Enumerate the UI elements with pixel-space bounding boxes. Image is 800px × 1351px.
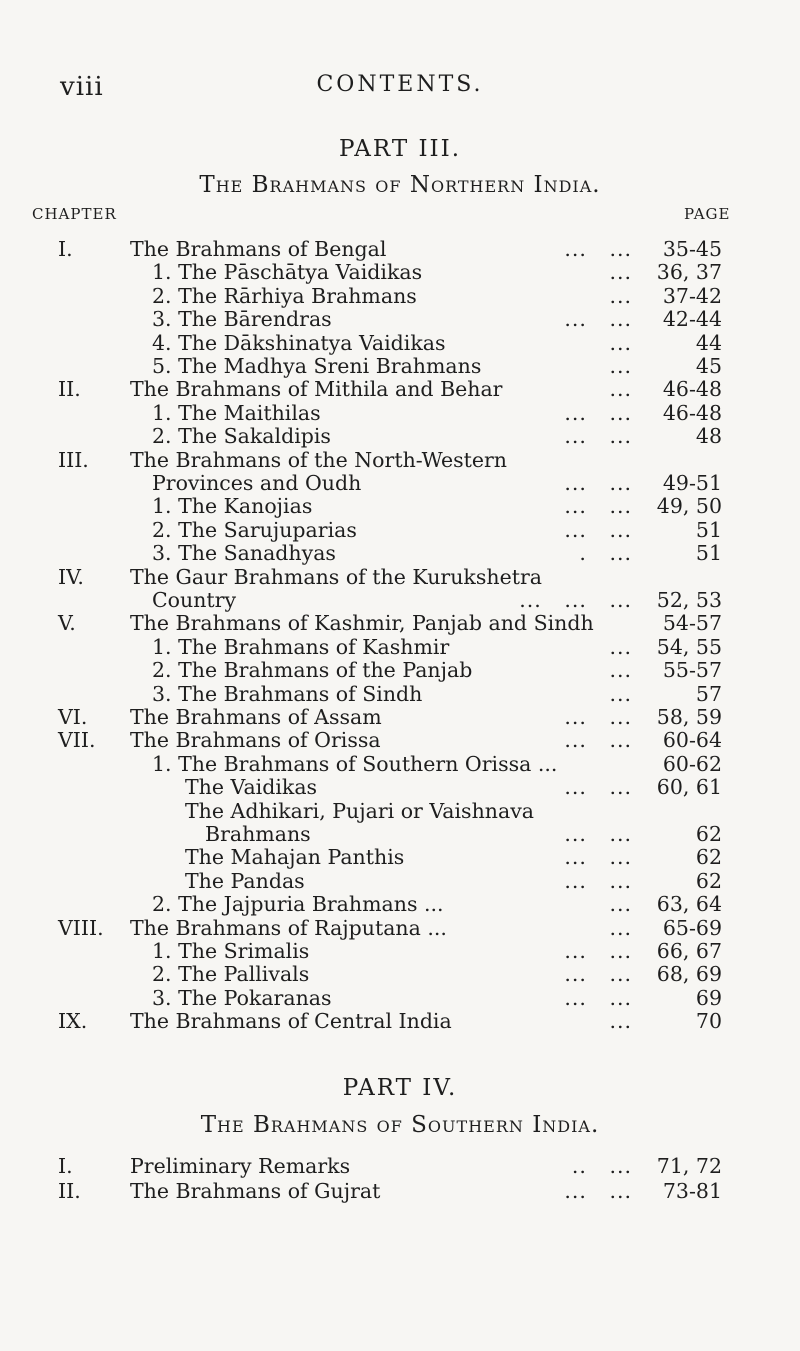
entry-title: 1. The Kanojias — [152, 494, 313, 519]
running-head: CONTENTS. — [316, 72, 484, 97]
toc-entry — [0, 775, 800, 800]
toc-entry — [0, 401, 800, 426]
part-iii-subtitle: The Brahmans of Northern India. — [199, 172, 601, 198]
page-ref: 68, 69 — [656, 962, 722, 987]
entry-title: Provinces and Oudh — [152, 471, 362, 495]
leader-dots: ... ... — [564, 471, 632, 495]
entry-title: 2. The Sakaldipis — [152, 424, 331, 449]
entry-title: The Brahmans of Central India — [130, 1009, 452, 1034]
entry-title: The Brahmans of Mithila and Behar — [130, 377, 503, 402]
entry-title: The Brahmans of Kashmir, Panjab and Sindh — [130, 611, 594, 636]
entry-title: 1. The Maithilas — [152, 400, 321, 425]
entry-title: Preliminary Remarks — [130, 1154, 351, 1178]
entry-title: 4. The Dākshinatya Vaidikas — [152, 330, 446, 355]
leader-dots: ... — [609, 1009, 632, 1034]
toc-entry — [0, 565, 800, 590]
page-ref: 51 — [695, 517, 722, 542]
leader-dots: ... — [609, 377, 632, 402]
leader-dots: ... ... — [564, 985, 632, 1010]
toc-entry — [0, 448, 800, 473]
page-ref: 54, 55 — [656, 634, 722, 659]
entry-title: The Brahmans of Bengal — [130, 237, 387, 261]
entry-title: Brahmans — [205, 822, 311, 846]
page-ref: 44 — [695, 330, 722, 355]
page-ref: 55-57 — [662, 658, 722, 683]
entry-title: 1. The Srimalis — [152, 939, 310, 963]
leader-dots: ... — [609, 634, 632, 659]
toc-entry — [0, 471, 800, 496]
page-ref: 36, 37 — [656, 260, 722, 285]
entry-title: 2. The Pallivals — [152, 962, 310, 987]
leader-dots: . ... — [579, 541, 632, 566]
entry-title: 5. The Madhya Sreni Brahmans — [152, 354, 482, 378]
entry-title: Country — [152, 588, 237, 612]
page-ref: 63, 64 — [656, 892, 722, 917]
leader-dots: ... — [609, 681, 632, 706]
leader-dots: .. ... — [571, 1154, 632, 1178]
page-ref: 71, 72 — [656, 1154, 722, 1178]
leader-dots: ... ... — [564, 1179, 632, 1203]
entry-title: 1. The Brahmans of Southern Orissa ... — [152, 751, 558, 776]
leader-dots: ... ... — [564, 517, 632, 542]
toc-entry — [0, 611, 800, 636]
toc-entry — [0, 424, 800, 449]
leader-dots: ... ... — [564, 845, 632, 870]
entry-title: The Brahmans of Rajputana ... — [130, 915, 447, 940]
page-ref: 52, 53 — [656, 588, 722, 612]
entry-title: The Brahmans of Orissa — [130, 728, 381, 753]
page-ref: 60, 61 — [656, 775, 722, 800]
page-ref: 60-64 — [662, 728, 722, 753]
page-ref: 51 — [695, 541, 722, 566]
page-ref: 42-44 — [662, 307, 722, 332]
leader-dots: ... ... — [564, 307, 632, 332]
page-header — [0, 72, 800, 112]
entry-title: 1. The Pāschātya Vaidikas — [152, 260, 423, 285]
entry-title: 3. The Pokaranas — [152, 985, 332, 1010]
page-ref: 46-48 — [662, 377, 722, 402]
page-ref: 70 — [695, 1009, 722, 1034]
leader-dots: ... ... — [564, 868, 632, 893]
entry-title: The Brahmans of the North-Western — [130, 447, 507, 472]
leader-dots: ... ... — [564, 424, 632, 449]
page-ref: 62 — [695, 845, 722, 870]
toc-entry — [0, 892, 800, 917]
page-ref: 46-48 — [662, 400, 722, 425]
page-number: viii — [60, 72, 104, 102]
toc-entry — [0, 962, 800, 987]
toc-entry — [0, 752, 800, 777]
page-ref: 60-62 — [662, 751, 722, 776]
leader-dots: ... — [609, 283, 632, 308]
chapter-number: VIII. — [58, 915, 104, 940]
page-ref: 45 — [695, 354, 722, 378]
page-ref: 57 — [695, 681, 722, 706]
page-ref: 37-42 — [662, 283, 722, 308]
toc-entry — [0, 237, 800, 262]
part-iv-title: PART IV. — [342, 1075, 458, 1101]
leader-dots: ... ... — [564, 237, 632, 261]
page-ref: 69 — [695, 985, 722, 1010]
chapter-number: II. — [58, 1179, 81, 1203]
page-column-label: PAGE — [684, 205, 731, 223]
chapter-number: III. — [58, 447, 89, 472]
toc-entry — [0, 799, 800, 824]
toc-entry — [0, 541, 800, 566]
toc-entry — [0, 1179, 800, 1204]
entry-title: 3. The Sanadhyas — [152, 541, 336, 566]
toc-entry — [0, 1009, 800, 1034]
toc-entry — [0, 939, 800, 964]
leader-dots: ... — [609, 330, 632, 355]
leader-dots: ... ... — [564, 728, 632, 753]
toc-entry — [0, 331, 800, 356]
entry-title: The Gaur Brahmans of the Kurukshetra — [130, 564, 542, 589]
leader-dots: ... — [609, 260, 632, 285]
entry-title: The Vaidikas — [185, 775, 318, 800]
leader-dots: ... ... — [564, 705, 632, 729]
page-ref: 73-81 — [662, 1179, 722, 1203]
toc-entry — [0, 518, 800, 543]
entry-title: The Pandas — [185, 868, 305, 893]
entry-title: 2. The Brahmans of the Panjab — [152, 658, 473, 683]
page-ref: 48 — [695, 424, 722, 449]
entry-title: 2. The Sarujuparias — [152, 517, 357, 542]
toc-entry — [0, 260, 800, 285]
entry-title: The Brahmans of Gujrat — [130, 1179, 381, 1203]
toc-entry — [0, 682, 800, 707]
leader-dots: ... — [609, 892, 632, 917]
toc-entry — [0, 916, 800, 941]
leader-dots: ... — [609, 354, 632, 378]
entry-title: 2. The Rārhiya Brahmans — [152, 283, 417, 308]
leader-dots: ... — [609, 915, 632, 940]
entry-title: The Mahajan Panthis — [185, 845, 405, 870]
toc-entry — [0, 705, 800, 730]
chapter-number: VII. — [58, 728, 96, 753]
leader-dots: ... ... — [564, 939, 632, 963]
chapter-column-label: CHAPTER — [32, 205, 117, 223]
leader-dots: ... ... ... — [519, 588, 632, 612]
entry-title: 2. The Jajpuria Brahmans ... — [152, 892, 444, 917]
entry-title: 3. The Bārendras — [152, 307, 332, 332]
page-ref: 54-57 — [662, 611, 722, 636]
toc-entry — [0, 728, 800, 753]
page-ref: 49, 50 — [656, 494, 722, 519]
toc-entry — [0, 822, 800, 847]
toc-entry — [0, 986, 800, 1011]
entry-title: The Adhikari, Pujari or Vaishnava — [185, 798, 535, 823]
chapter-number: IV. — [58, 564, 84, 589]
toc-entry — [0, 494, 800, 519]
chapter-number: I. — [58, 237, 73, 261]
chapter-number: VI. — [58, 705, 88, 729]
part-iv-subtitle: The Brahmans of Southern India. — [200, 1112, 600, 1138]
leader-dots: ... ... — [564, 775, 632, 800]
chapter-number: I. — [58, 1154, 73, 1178]
entry-title: 1. The Brahmans of Kashmir — [152, 634, 450, 659]
toc-entry — [0, 1154, 800, 1179]
toc-entry — [0, 307, 800, 332]
toc-entry — [0, 377, 800, 402]
toc-entry — [0, 354, 800, 379]
toc-entry — [0, 284, 800, 309]
chapter-number: IX. — [58, 1009, 88, 1034]
page-ref: 66, 67 — [656, 939, 722, 963]
page-ref: 58, 59 — [656, 705, 722, 729]
page-ref: 49-51 — [662, 471, 722, 495]
leader-dots: ... ... — [564, 822, 632, 846]
toc-entry — [0, 845, 800, 870]
page-ref: 62 — [695, 822, 722, 846]
toc-entry — [0, 869, 800, 894]
chapter-number: II. — [58, 377, 81, 402]
leader-dots: ... ... — [564, 400, 632, 425]
page-ref: 62 — [695, 868, 722, 893]
leader-dots: ... ... — [564, 494, 632, 519]
leader-dots: ... ... — [564, 962, 632, 987]
entry-title: The Brahmans of Assam — [130, 705, 382, 729]
toc-entry — [0, 635, 800, 660]
entry-title: 3. The Brahmans of Sindh — [152, 681, 423, 706]
toc-entry — [0, 658, 800, 683]
page-ref: 35-45 — [662, 237, 722, 261]
page-ref: 65-69 — [662, 915, 722, 940]
part-iii-title: PART III. — [338, 136, 462, 162]
chapter-number: V. — [58, 611, 76, 636]
toc-entry — [0, 588, 800, 613]
leader-dots: ... — [609, 658, 632, 683]
